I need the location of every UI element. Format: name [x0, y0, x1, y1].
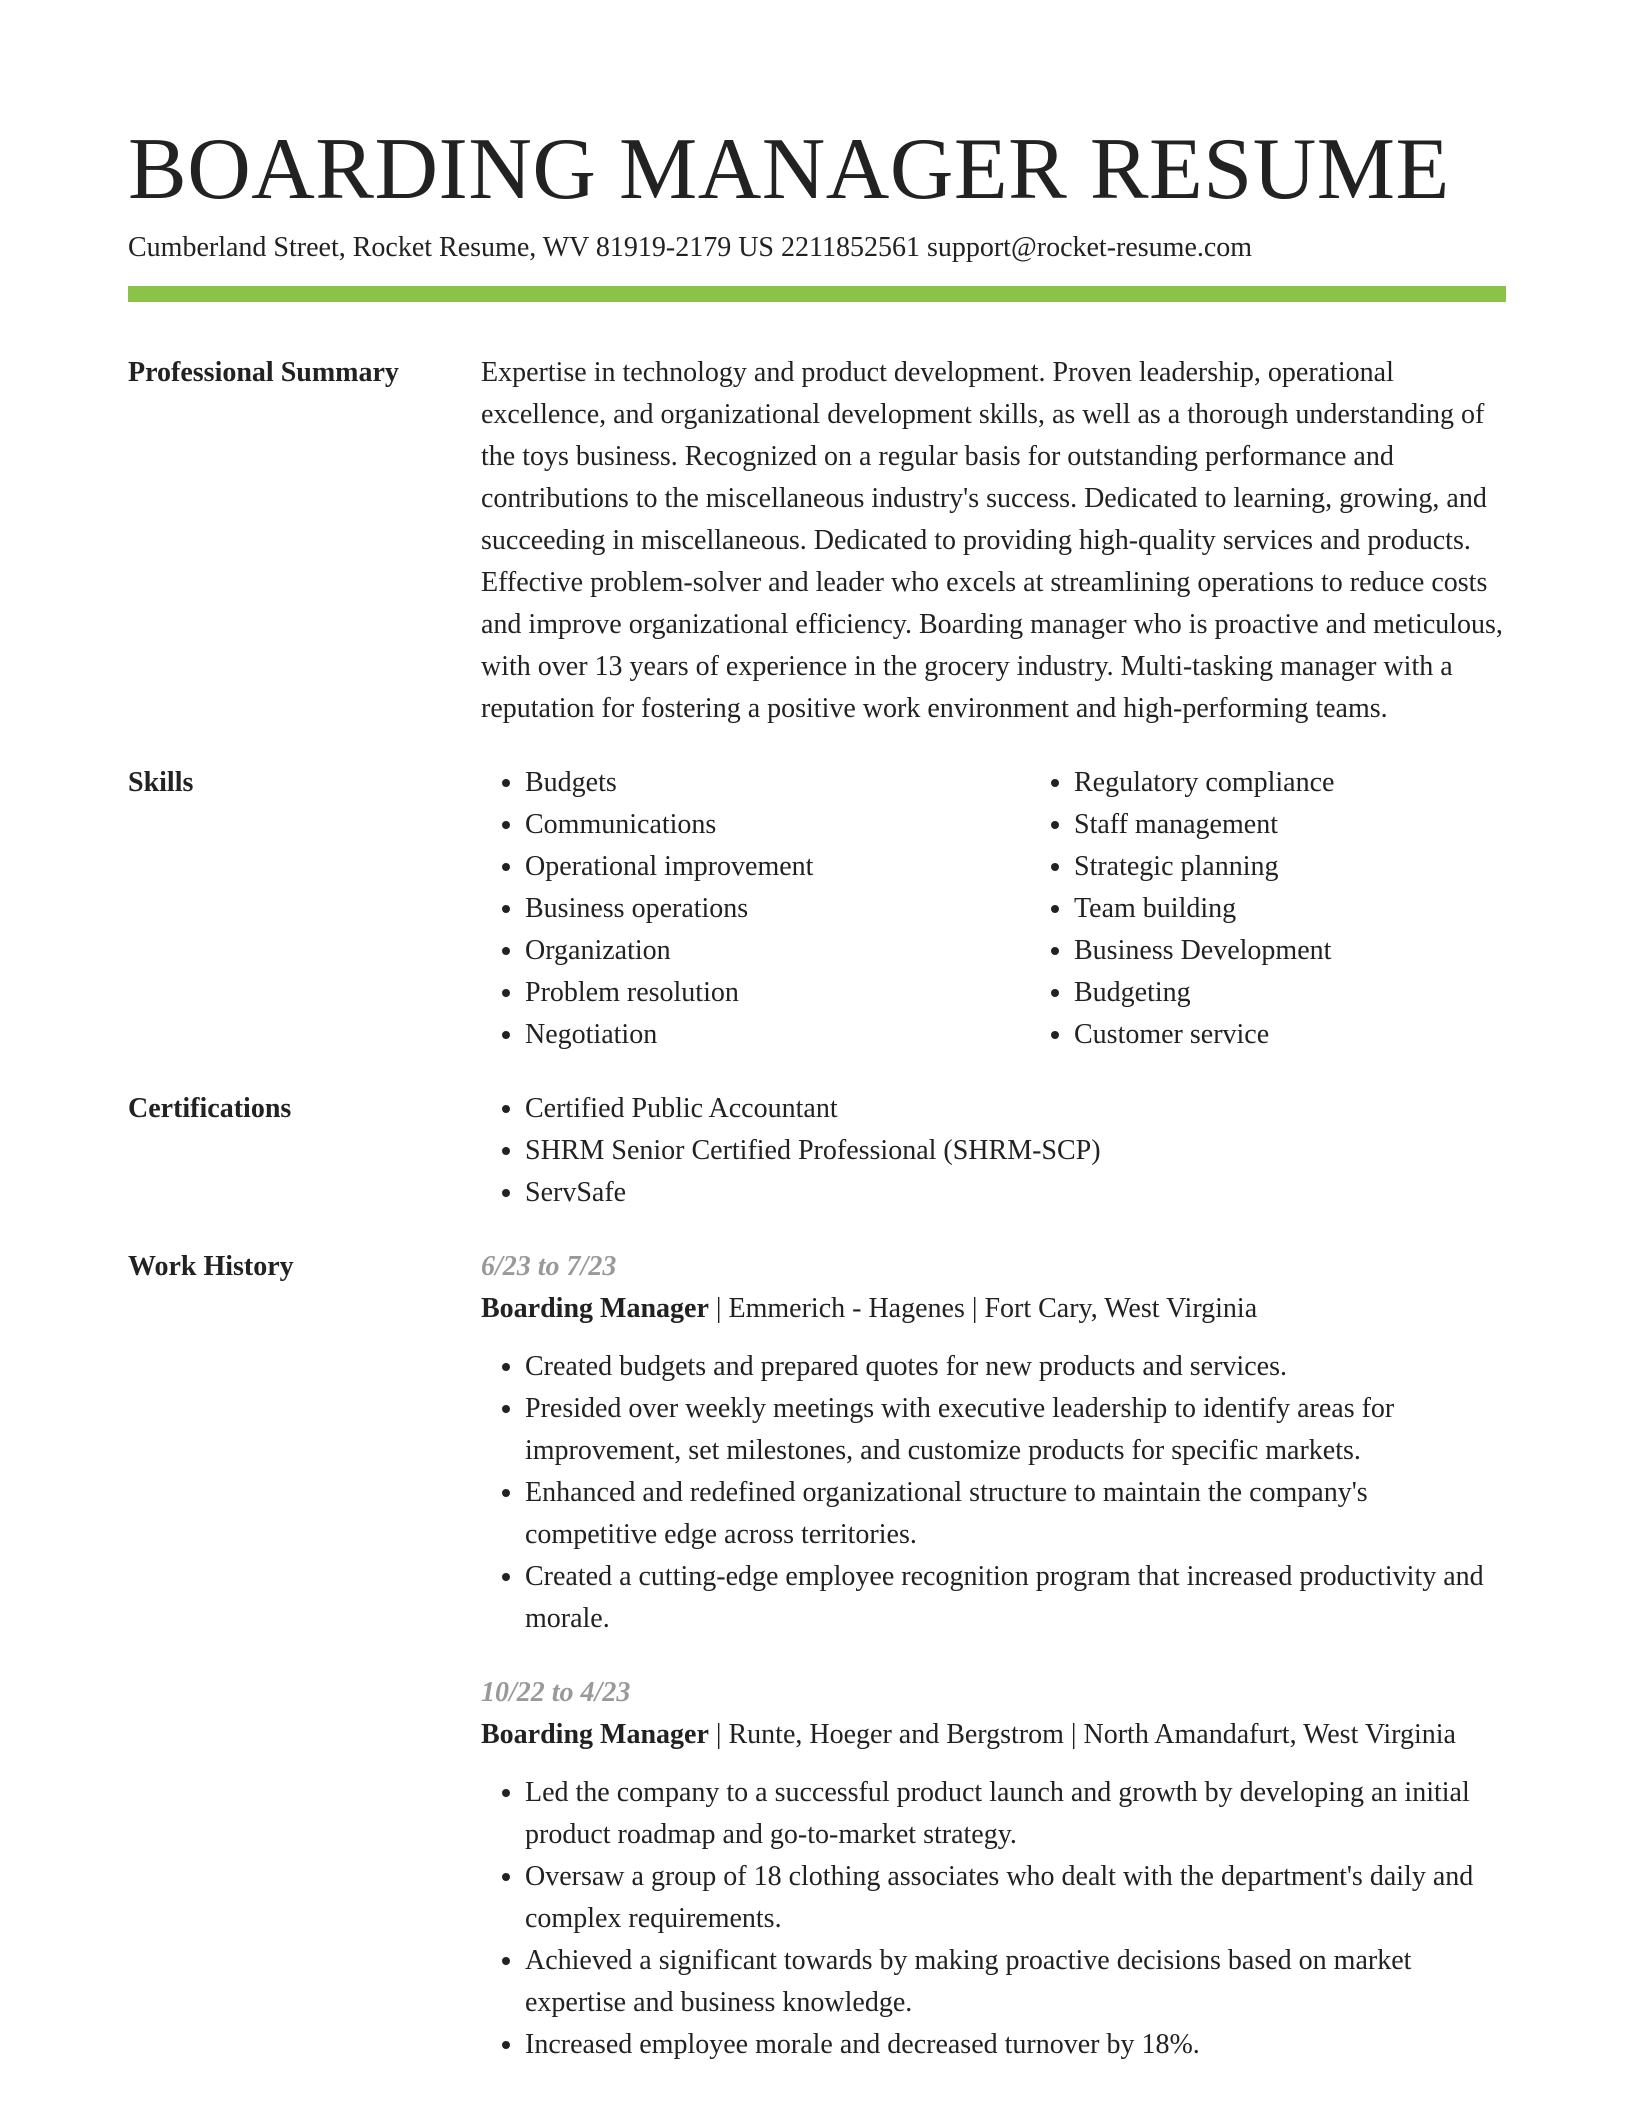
certifications-list	[481, 1088, 1506, 1214]
skill-item: • Organization	[525, 930, 1030, 972]
skill-item: • Operational improvement	[525, 846, 1030, 888]
job-bullet: • Led the company to a successful product launch and growth by developing an initial product roadmap and go-to-market strategy.	[525, 1772, 1506, 1856]
skills-section	[128, 762, 1506, 1056]
skills-grid	[481, 762, 1579, 1056]
job-bullet: • Presided over weekly meetings with executive leadership to identify areas for improvement, set milestones, and customize products for specific markets.	[525, 1388, 1506, 1472]
certifications-body	[481, 1088, 1506, 1214]
skill-item: • Budgets	[525, 762, 1030, 804]
job-employer-location: | Runte, Hoeger and Bergstrom | North Amandafurt, West Virginia	[708, 1719, 1456, 1750]
skill-item: • Communications	[525, 804, 1030, 846]
job-title: Boarding Manager	[481, 1293, 709, 1324]
certification-item: • Certified Public Accountant	[525, 1088, 1506, 1130]
skill-item: • Staff management	[1074, 804, 1579, 846]
summary-body	[481, 352, 1506, 730]
job-bullets	[481, 1772, 1506, 2066]
job-heading	[481, 1288, 1506, 1330]
resume-title: BOARDING MANAGER RESUME	[128, 121, 1450, 218]
job-dates: 6/23 to 7/23	[481, 1251, 617, 1282]
job-bullet: • Oversaw a group of 18 clothing associates who dealt with the department's daily and complex requirements.	[525, 1856, 1506, 1940]
job-entry	[481, 1246, 1506, 1640]
section-label-work-history: Work History	[128, 1251, 294, 1282]
skill-item: • Regulatory compliance	[1074, 762, 1579, 804]
job-bullets	[481, 1346, 1506, 1640]
summary-text: Expertise in technology and product development. Proven leadership, operational excellence, and organizational development skills, as well as a thorough understanding of the toys business. Recognized on a regular basis for outstanding performance and contributions to the miscellaneous industry's success. Dedicated to learning, growing, and succeeding in miscellaneous. Dedicated to providing high-quality services and products. Effective problem-solver and leader who excels at streamlining operations to reduce costs and improve organizational efficiency. Boarding manager who is proactive and meticulous, with over 13 years of experience in the grocery industry. Multi-tasking manager with a reputation for fostering a positive work environment and high-performing teams.	[481, 357, 1503, 724]
job-employer-location: | Emmerich - Hagenes | Fort Cary, West Virginia	[708, 1293, 1258, 1324]
skill-item: • Problem resolution	[525, 972, 1030, 1014]
job-bullet: • Created budgets and prepared quotes for new products and services.	[525, 1346, 1506, 1388]
skills-list-left	[481, 762, 1030, 1056]
job-entry	[481, 1672, 1506, 2066]
job-bullet: • Increased employee morale and decreased turnover by 18%.	[525, 2024, 1506, 2066]
job-title: Boarding Manager	[481, 1719, 709, 1750]
certifications-section	[128, 1088, 1506, 1214]
skill-item: • Team building	[1074, 888, 1579, 930]
certification-item: • SHRM Senior Certified Professional (SHRM-SCP)	[525, 1130, 1506, 1172]
job-heading	[481, 1714, 1506, 1756]
certification-item: • ServSafe	[525, 1172, 1506, 1214]
skill-item: • Customer service	[1074, 1014, 1579, 1056]
section-label-skills: Skills	[128, 767, 194, 798]
job-dates: 10/22 to 4/23	[481, 1677, 631, 1708]
skill-item: • Business operations	[525, 888, 1030, 930]
job-bullet: • Created a cutting-edge employee recognition program that increased productivity and morale.	[525, 1556, 1506, 1640]
skill-item: • Negotiation	[525, 1014, 1030, 1056]
job-bullet: • Achieved a significant towards by making proactive decisions based on market expertise and business knowledge.	[525, 1940, 1506, 2024]
skill-item: • Budgeting	[1074, 972, 1579, 1014]
contact-line: Cumberland Street, Rocket Resume, WV 81919-2179 US 2211852561 support@rocket-resume.com	[128, 232, 1253, 263]
skill-item: • Strategic planning	[1074, 846, 1579, 888]
professional-summary-section	[128, 352, 1506, 730]
section-label-certifications: Certifications	[128, 1093, 292, 1124]
skill-item: • Business Development	[1074, 930, 1579, 972]
resume-page	[128, 120, 1506, 2066]
header-divider	[128, 286, 1506, 302]
work-history-body	[481, 1246, 1506, 2066]
job-bullet: • Enhanced and redefined organizational structure to maintain the company's competitive edge across territories.	[525, 1472, 1506, 1556]
section-label-summary: Professional Summary	[128, 357, 399, 388]
skills-list-right	[1030, 762, 1579, 1056]
work-history-section	[128, 1246, 1506, 2066]
